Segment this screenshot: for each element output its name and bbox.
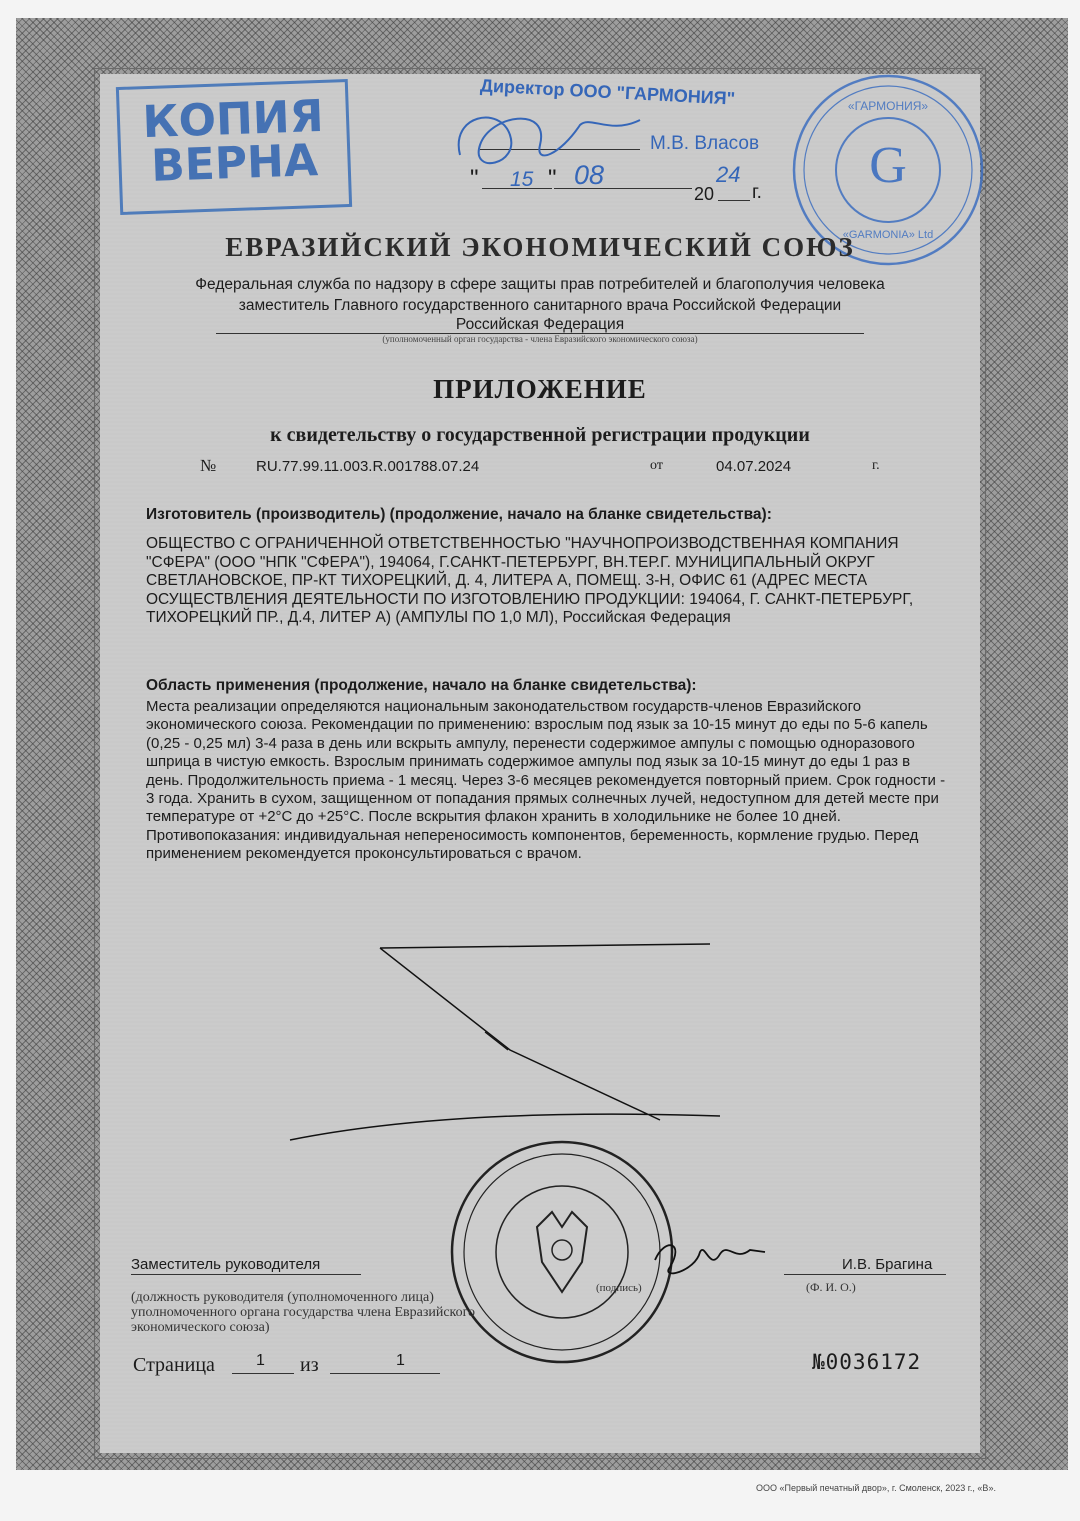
page-number: 1 — [256, 1352, 265, 1369]
registration-year-unit: г. — [872, 458, 880, 473]
scope-heading: Область применения (продолжение, начало на бланке свидетельства): — [146, 677, 697, 694]
director-title: Директор ООО "ГАРМОНИЯ" — [479, 75, 736, 109]
document-subtitle: к свидетельству о государственной регистрации продукции — [270, 424, 810, 446]
signatory-position-caption: (должность руководителя (уполномоченного лица) уполномоченного органа государства члена Евразийского экономического союза) — [131, 1290, 476, 1335]
copy-stamp — [116, 79, 352, 215]
manufacturer-body: ОБЩЕСТВО С ОГРАНИЧЕННОЙ ОТВЕТСТВЕННОСТЬЮ "НАУЧНОПРОИЗВОДСТВЕННАЯ КОМПАНИЯ "СФЕРА" (ООО "НПК "СФЕРА"), 194064, Г.САНКТ-ПЕТЕРБУРГ, ВН.ТЕР.Г. МУНИЦИПАЛЬНЫЙ ОКРУГ СВЕТЛАНОВСКОЕ, ПР-КТ ТИХОРЕЦКИЙ, Д. 4, ЛИТЕРА А, ПОМЕЩ. 3-Н, ОФИС 61 (АДРЕС МЕСТА ОСУЩЕСТВЛЕНИЯ ДЕЯТЕЛЬНОСТИ ПО ИЗГОТОВЛЕНИЮ ПРОДУКЦИИ: 194064, Г. САНКТ-ПЕТЕРБУРГ, ТИХОРЕЦКИЙ ПР., Д.4, ЛИТЕР А) (АМПУЛЫ ПО 1,0 МЛ), Российская Федерация — [146, 535, 914, 627]
page-number-rule — [232, 1373, 294, 1374]
authority-caption: (уполномоченный орган государства - члена Евразийского экономического союза) — [382, 334, 698, 344]
date-line-month — [554, 188, 692, 189]
signatory-position-rule — [131, 1274, 361, 1275]
authority-line1: Федеральная служба по надзору в сфере защиты прав потребителей и благополучия человека — [195, 276, 885, 293]
seal-text-bottom: «GARMONIA» Ltd — [842, 229, 934, 241]
signatory-position: Заместитель руководителя — [131, 1256, 321, 1273]
signatory-name: И.В. Брагина — [842, 1256, 933, 1273]
date-quote-open: " — [470, 165, 479, 192]
printer-imprint: ООО «Первый печатный двор», г. Смоленск, 2023 г., «В». — [756, 1483, 996, 1493]
scope-body: Места реализации определяются национальным законодательством государств-членов Евразийского экономического союза. Рекомендации по применению: взрослым под язык за 10-15 минут до еды по 5-6 капель (0,25 - 0,25 мл) 3-4 раза в день или вскрыть ампулу, перенести содержимое ампулы с помощью одноразового шприца в чистую емкость. Взрослым принимать содержимое ампулы под язык за 10-15 минут до еды 1 раз в день. Продолжительность приема - 1 месяц. Через 3-6 месяцев рекомендуется повторный прием. Срок годности - 3 года. Хранить в сухом, защищенном от попадания прямых солнечных лучей, недоступном для детей месте при температуре от +2°C до +25°C. После вскрытия флакон хранить в холодильнике не более 10 дней. Противопоказания: индивидуальная непереносимость компонентов, беременность, кормление грудью. Перед применением рекомендуется проконсультироваться с врачом. — [146, 698, 946, 863]
signatory-signature — [640, 1232, 770, 1282]
form-serial-number: №0036172 — [812, 1350, 922, 1374]
certification-year-prefix: 20 — [694, 184, 715, 204]
page-total: 1 — [396, 1352, 405, 1369]
manufacturer-heading: Изготовитель (производитель) (продолжение, начало на бланке свидетельства): — [146, 506, 772, 523]
registration-date: 04.07.2024 — [716, 458, 792, 475]
document-title: ПРИЛОЖЕНИЕ — [433, 374, 647, 404]
date-quote-close: " — [548, 165, 557, 192]
number-sign: № — [200, 456, 217, 475]
director-name: М.В. Власов — [650, 133, 760, 154]
from-word: от — [650, 458, 663, 473]
seal-monogram: G — [869, 137, 907, 194]
date-line-year — [718, 200, 750, 201]
authority-line2: заместитель Главного государственного санитарного врача Российской Федерации — [238, 297, 842, 314]
certification-year-unit: г. — [752, 182, 762, 203]
date-line-day — [482, 188, 552, 189]
signatory-name-caption: (Ф. И. О.) — [806, 1280, 856, 1294]
signature-caption: (подпись) — [596, 1282, 642, 1294]
copy-stamp-line2: ВЕРНА — [150, 135, 319, 192]
authority-line3: Российская Федерация — [455, 316, 625, 333]
page-label: Страница — [133, 1354, 215, 1376]
union-title: ЕВРАЗИЙСКИЙ ЭКОНОМИЧЕСКИЙ СОЮЗ — [225, 232, 855, 262]
signatory-name-rule — [784, 1274, 946, 1275]
certification-day: 15 — [510, 168, 534, 191]
page-total-rule — [330, 1373, 440, 1374]
copy-stamp-line1: КОПИЯ — [141, 90, 325, 149]
page-of-label: из — [300, 1354, 319, 1376]
seal-text-top: «ГАРМОНИЯ» — [847, 99, 929, 113]
registration-number: RU.77.99.11.003.R.001788.07.24 — [256, 458, 480, 475]
certification-year-suffix: 24 — [716, 162, 741, 187]
certification-month: 08 — [574, 160, 605, 190]
blank-space-z-mark — [280, 940, 760, 1150]
director-signature — [440, 95, 670, 185]
